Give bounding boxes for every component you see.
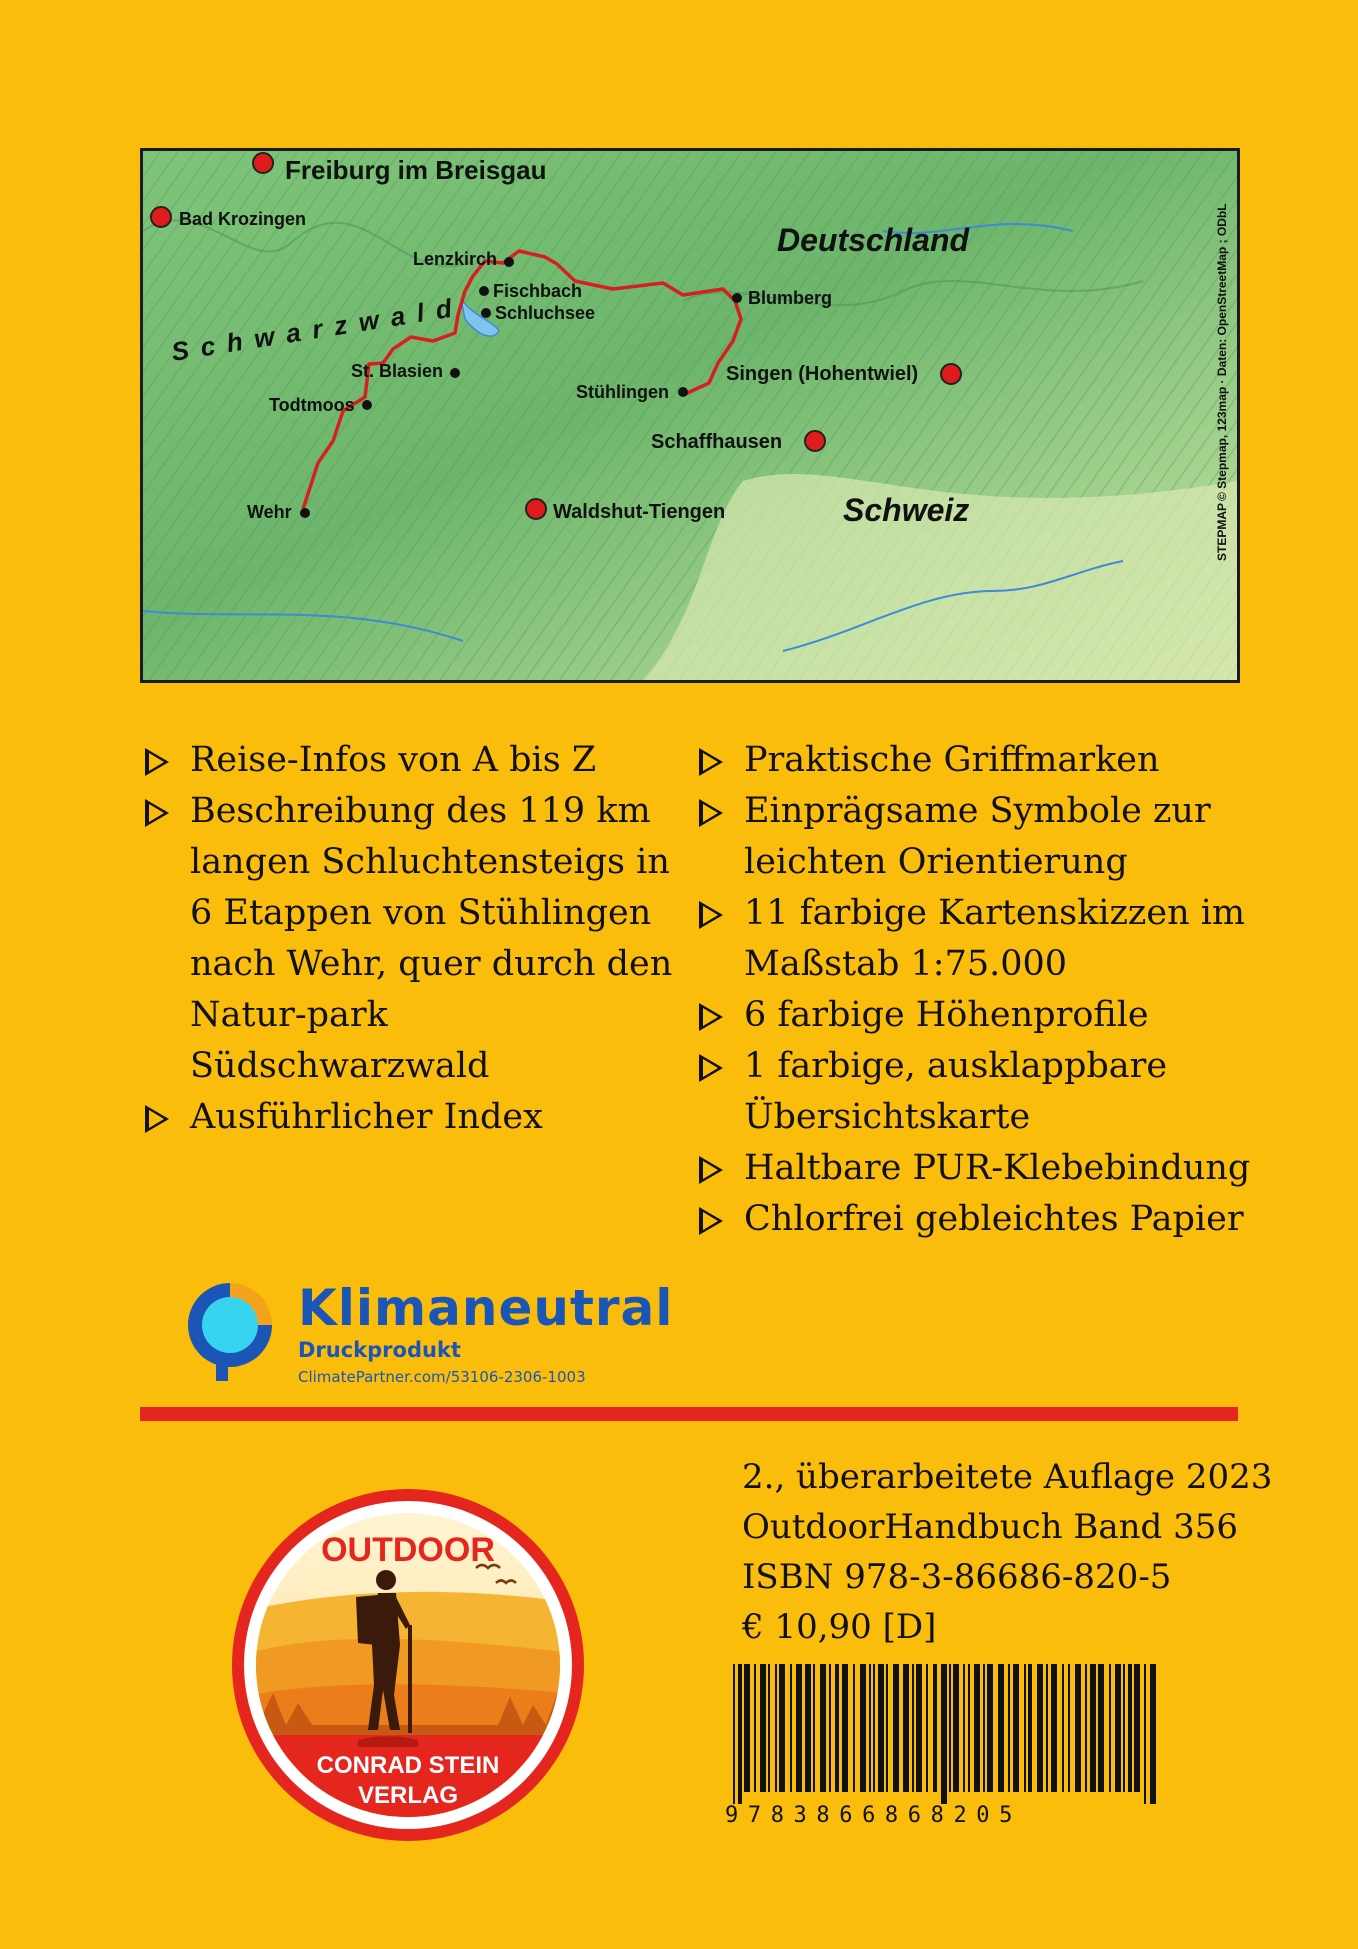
badge-top-text: OUTDOOR [321, 1531, 495, 1569]
label-lenzkirch: Lenzkirch [413, 249, 498, 269]
barcode-bar [1085, 1664, 1087, 1792]
barcode-bar [1075, 1664, 1081, 1792]
feature-item: Praktische Griffmarken [697, 735, 1257, 786]
triangle-bullet-icon [145, 748, 169, 776]
barcode-bar [1024, 1664, 1026, 1792]
marker-fischbach [479, 286, 489, 296]
barcode-bar [1090, 1664, 1096, 1792]
publisher-badge [228, 1485, 588, 1845]
barcode-bar [860, 1664, 866, 1792]
marker-freiburg [253, 153, 273, 173]
features-left [143, 735, 683, 1143]
label-waldshut: Waldshut-Tiengen [553, 501, 726, 523]
barcode-bar [775, 1664, 777, 1792]
label-todtmoos: Todtmoos [269, 395, 355, 415]
barcode-bar [1128, 1664, 1132, 1792]
barcode-bar [893, 1664, 899, 1792]
label-st-blasien: St. Blasien [351, 361, 444, 381]
label-schwarzwald: Schwarzwald [169, 291, 466, 367]
isbn: ISBN 978-3-86686-820-5 [742, 1557, 1172, 1597]
barcode-bar [998, 1664, 1004, 1792]
barcode-bar [926, 1664, 928, 1792]
label-schweiz: Schweiz [843, 492, 970, 528]
feature-item: 6 farbige Höhenprofile [697, 990, 1257, 1041]
triangle-bullet-icon [699, 748, 723, 776]
barcode-bar [1109, 1664, 1111, 1792]
barcode-bar [779, 1664, 785, 1792]
barcode-bar [853, 1664, 855, 1792]
barcode-bar [1123, 1664, 1125, 1792]
marker-todtmoos [362, 400, 372, 410]
barcode-bar [873, 1664, 875, 1792]
barcode-bar [790, 1664, 792, 1792]
barcode-bar [829, 1664, 831, 1792]
barcode-bar [820, 1664, 826, 1792]
label-freiburg: Freiburg im Breisgau [285, 155, 547, 185]
klima-title: Klimaneutral [298, 1279, 674, 1337]
triangle-bullet-icon [699, 799, 723, 827]
feature-item: Haltbare PUR-Klebebindung [697, 1143, 1257, 1194]
barcode-bar [744, 1664, 750, 1792]
barcode-bar [953, 1664, 959, 1792]
feature-item: 1 farbige, ausklappbare Übersichtskarte [697, 1041, 1257, 1143]
barcode-bar [968, 1664, 970, 1792]
feature-item: Ausführlicher Index [143, 1092, 683, 1143]
barcode-bar [842, 1664, 848, 1792]
barcode-bar [805, 1664, 811, 1792]
barcode-bar [903, 1664, 909, 1792]
barcode-bar [949, 1664, 951, 1792]
klimaneutral-label [180, 1275, 740, 1390]
marker-blumberg [732, 293, 742, 303]
barcode-bar [733, 1664, 735, 1804]
price: € 10,90 [D] [742, 1607, 937, 1647]
badge-line2: VERLAG [357, 1782, 459, 1809]
barcode-bar [963, 1664, 965, 1792]
barcode-bar [754, 1664, 756, 1792]
barcode-bar [1051, 1664, 1057, 1792]
map-canvas [143, 151, 1237, 680]
barcode-bar [738, 1664, 742, 1804]
barcode-bar [912, 1664, 914, 1792]
label-schaffhausen: Schaffhausen [651, 431, 783, 453]
barcode-bar [1134, 1664, 1140, 1792]
barcode-bar [835, 1664, 839, 1792]
feature-item: Einprägsame Symbole zur leichten Orientierung [697, 786, 1257, 888]
triangle-bullet-icon [145, 799, 169, 827]
barcode-bar [1013, 1664, 1019, 1792]
barcode-bar [933, 1664, 937, 1792]
label-deutschland: Deutschland [777, 222, 970, 258]
isbn-barcode [725, 1664, 1165, 1826]
label-stuehlingen: Stühlingen [576, 382, 669, 402]
climate-partner-icon [180, 1275, 280, 1385]
feature-item: 11 farbige Kartenskizzen im Maßstab 1:75.000 [697, 888, 1257, 990]
label-fischbach: Fischbach [493, 281, 583, 301]
barcode-bar [1008, 1664, 1010, 1792]
barcode-bar [1115, 1664, 1121, 1792]
triangle-bullet-icon [699, 1207, 723, 1235]
barcode-bar [869, 1664, 871, 1792]
barcode-bar [1144, 1664, 1146, 1804]
marker-bad-krozingen [151, 207, 171, 227]
barcode-bar [878, 1664, 884, 1792]
marker-schaffhausen [805, 431, 825, 451]
triangle-bullet-icon [699, 1003, 723, 1031]
route-map [140, 148, 1240, 683]
barcode-bar [941, 1664, 947, 1804]
label-wehr: Wehr [247, 502, 292, 522]
label-bad-krozingen: Bad Krozingen [179, 209, 307, 229]
barcode-bar [1062, 1664, 1064, 1792]
feature-item: Beschreibung des 119 km langen Schluchtensteigs in 6 Etappen von Stühlingen nach Wehr, quer durch den Natur-park Südschwarzwald [143, 786, 683, 1092]
triangle-bullet-icon [145, 1105, 169, 1133]
barcode-bar [916, 1664, 922, 1792]
triangle-bullet-icon [699, 901, 723, 929]
barcode-bar [1098, 1664, 1104, 1792]
marker-singen [941, 364, 961, 384]
barcode-bar [1037, 1664, 1043, 1792]
barcode-bar [760, 1664, 766, 1792]
label-schluchsee: Schluchsee [495, 303, 596, 323]
barcode-bar [974, 1664, 980, 1792]
barcode-bar [983, 1664, 985, 1792]
barcode-bar [796, 1664, 802, 1792]
barcode-bar [768, 1664, 770, 1792]
barcode-bar [1068, 1664, 1070, 1792]
marker-wehr [300, 508, 310, 518]
barcode-bar [1150, 1664, 1156, 1804]
marker-waldshut [526, 499, 546, 519]
marker-stuehlingen [678, 387, 688, 397]
marker-schluchsee [481, 308, 491, 318]
feature-item: Chlorfrei gebleichtes Papier [697, 1194, 1257, 1245]
feature-item: Reise-Infos von A bis Z [143, 735, 683, 786]
publication-info [742, 1452, 1272, 1652]
edition: 2., überarbeitete Auflage 2023 [742, 1457, 1273, 1497]
marker-st-blasien [450, 368, 460, 378]
label-singen: Singen (Hohentwiel) [726, 363, 919, 385]
stepmap-logo: STEPMAP [1215, 502, 1229, 561]
barcode-bar [987, 1664, 993, 1792]
divider-bar [140, 1407, 1238, 1421]
triangle-bullet-icon [699, 1054, 723, 1082]
triangle-bullet-icon [699, 1156, 723, 1184]
barcode-bar [886, 1664, 888, 1792]
features-right [697, 735, 1257, 1245]
barcode-bar [813, 1664, 815, 1792]
barcode-bar [1046, 1664, 1048, 1792]
barcode-bar [1028, 1664, 1032, 1792]
klima-subtitle: Druckprodukt [298, 1338, 461, 1362]
barcode-digits: 9783866868205 [725, 1803, 1022, 1826]
series: OutdoorHandbuch Band 356 [742, 1507, 1239, 1547]
badge-line1: CONRAD STEIN [316, 1752, 500, 1779]
map-credit: © Stepmap, 123map · Daten: OpenStreetMap ; ODbL [1215, 203, 1229, 501]
label-blumberg: Blumberg [748, 288, 833, 308]
klima-url: ClimatePartner.com/53106-2306-1003 [298, 1368, 586, 1386]
marker-lenzkirch [504, 257, 514, 267]
